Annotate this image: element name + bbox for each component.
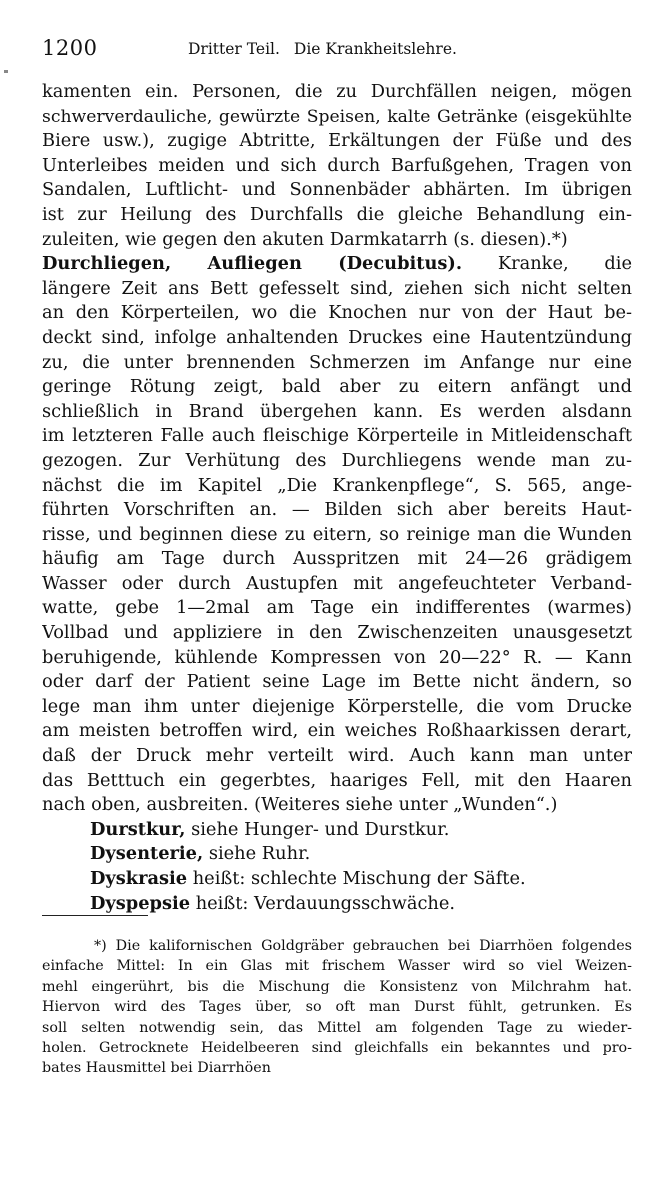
entry-text: siehe Hunger- und Durstkur. (191, 818, 450, 840)
text-line: Wasser oder durch Austupfen mit angefeuchteter Verband- (42, 572, 632, 594)
decubitus-heading: Durchliegen, Aufliegen (Decubitus). (42, 253, 463, 275)
text-line: das Betttuch ein gegerbtes, haariges Fell, mit den Haaren (42, 769, 632, 791)
footnote-line: soll selten notwendig sein, das Mittel am folgenden Tage zu wieder- (42, 1019, 632, 1036)
text-line: deckt sind, infolge anhaltenden Druckes eine Hautentzündung (42, 326, 632, 348)
entry-term: Dysenterie, (90, 843, 204, 865)
footnote-line: Hiervon wird des Tages über, so oft man Durst fühlt, getrunken. Es (42, 999, 632, 1016)
text-line: längere Zeit ans Bett gefesselt sind, ziehen sich nicht selten (42, 277, 632, 299)
entry-durstkur (42, 818, 632, 843)
text-line: nach oben, ausbreiten. (Weiteres siehe unter „Wunden“.) (42, 794, 558, 816)
text-line: zu, die unter brennenden Schmerzen im Anfange nur eine (42, 351, 632, 373)
text-fragment: Kranke, die (497, 253, 632, 275)
text-line: ist zur Heilung des Durchfalls die gleiche Behandlung ein- (42, 203, 632, 225)
text-line: oder darf der Patient seine Lage im Bette nicht ändern, so (42, 671, 632, 693)
text-line: zuleiten, wie gegen den akuten Darmkatarrh (s. diesen).*) (42, 228, 568, 250)
entry-term: Dyskrasie (90, 868, 188, 889)
text-line: schließlich in Brand übergehen kann. Es werden alsdann (42, 400, 632, 422)
text-line: beruhigende, kühlende Kompressen von 20—22° R. — Kann (42, 646, 632, 668)
running-head-section: Die Krankheitslehre. (293, 40, 457, 58)
text-line: gezogen. Zur Verhütung des Durchliegens wende man zu- (42, 449, 632, 471)
text-line: häufig am Tage durch Ausspritzen mit 24—26 grädigem (42, 548, 632, 570)
text-line: schwerverdauliche, gewürzte Speisen, kalte Getränke (eisgekühlte (42, 106, 632, 127)
text-line: Biere usw.), zugige Abtritte, Erkältungen der Füße und des (42, 130, 632, 152)
footnote-line: holen. Getrocknete Heidelbeeren sind gleichfalls ein bekanntes und pro- (42, 1039, 632, 1056)
footnote-rule (42, 915, 148, 916)
page-header (38, 36, 635, 66)
text-line: am meisten betroffen wird, ein weiches Roßhaarkissen derart, (42, 720, 632, 742)
footnote-line: bates Hausmittel bei Diarrhöen (42, 1060, 271, 1077)
decubitus-first-line (42, 252, 632, 277)
text-line: an den Körperteilen, wo die Knochen nur von der Haut be- (42, 302, 632, 324)
body-text (42, 80, 632, 916)
entry-term: Dyspepsie (90, 892, 191, 914)
text-line: Vollbad und appliziere in den Zwischenzeiten unausgesetzt (42, 622, 632, 644)
entry-dyspepsie (42, 892, 632, 917)
footnote (42, 936, 632, 1079)
text-line: Unterleibes meiden und sich durch Barfußgehen, Tragen von (42, 154, 632, 176)
entry-term: Durstkur, (90, 818, 186, 840)
footnote-line: einfache Mittel: In ein Glas mit frischem Wasser wird so viel Weizen- (42, 958, 632, 975)
entry-dyskrasie (42, 867, 632, 892)
text-line: watte, gebe 1—2mal am Tage ein indifferentes (warmes) (42, 597, 632, 619)
text-line: führten Vorschriften an. — Bilden sich aber bereits Haut- (42, 499, 632, 521)
margin-mark (4, 70, 8, 73)
text-line: nächst die im Kapitel „Die Krankenpflege“, S. 565, ange- (42, 474, 632, 496)
running-head-part: Dritter Teil. (188, 40, 280, 58)
text-line: Sandalen, Luftlicht- und Sonnenbäder abhärten. Im übrigen (42, 179, 632, 201)
text-line: daß der Druck mehr verteilt wird. Auch kann man unter (42, 745, 632, 767)
entry-text: heißt: Verdauungsschwäche. (195, 892, 456, 914)
text-line: risse, und beginnen diese zu eitern, so reinige man die Wunden (42, 523, 632, 545)
text-line: geringe Rötung zeigt, bald aber zu eitern anfängt und (42, 376, 632, 398)
footnote-line: mehl eingerührt, bis die Mischung die Konsistenz von Milchrahm hat. (42, 978, 632, 995)
entry-text: heißt: schlechte Mischung der Säfte. (192, 868, 526, 889)
text-line: lege man ihm unter diejenige Körperstelle, die vom Drucke (42, 695, 632, 717)
footnote-line: *) Die kalifornischen Goldgräber gebrauchen bei Diarrhöen folgendes (94, 938, 632, 954)
text-line: im letzteren Falle auch fleischige Körperteile in Mitleidenschaft (42, 425, 632, 447)
running-head (188, 40, 457, 58)
page-number: 1200 (42, 36, 98, 60)
text-line: kamenten ein. Personen, die zu Durchfällen neigen, mögen (42, 81, 632, 102)
entry-text: siehe Ruhr. (208, 843, 311, 865)
entry-dysenterie (42, 842, 632, 867)
